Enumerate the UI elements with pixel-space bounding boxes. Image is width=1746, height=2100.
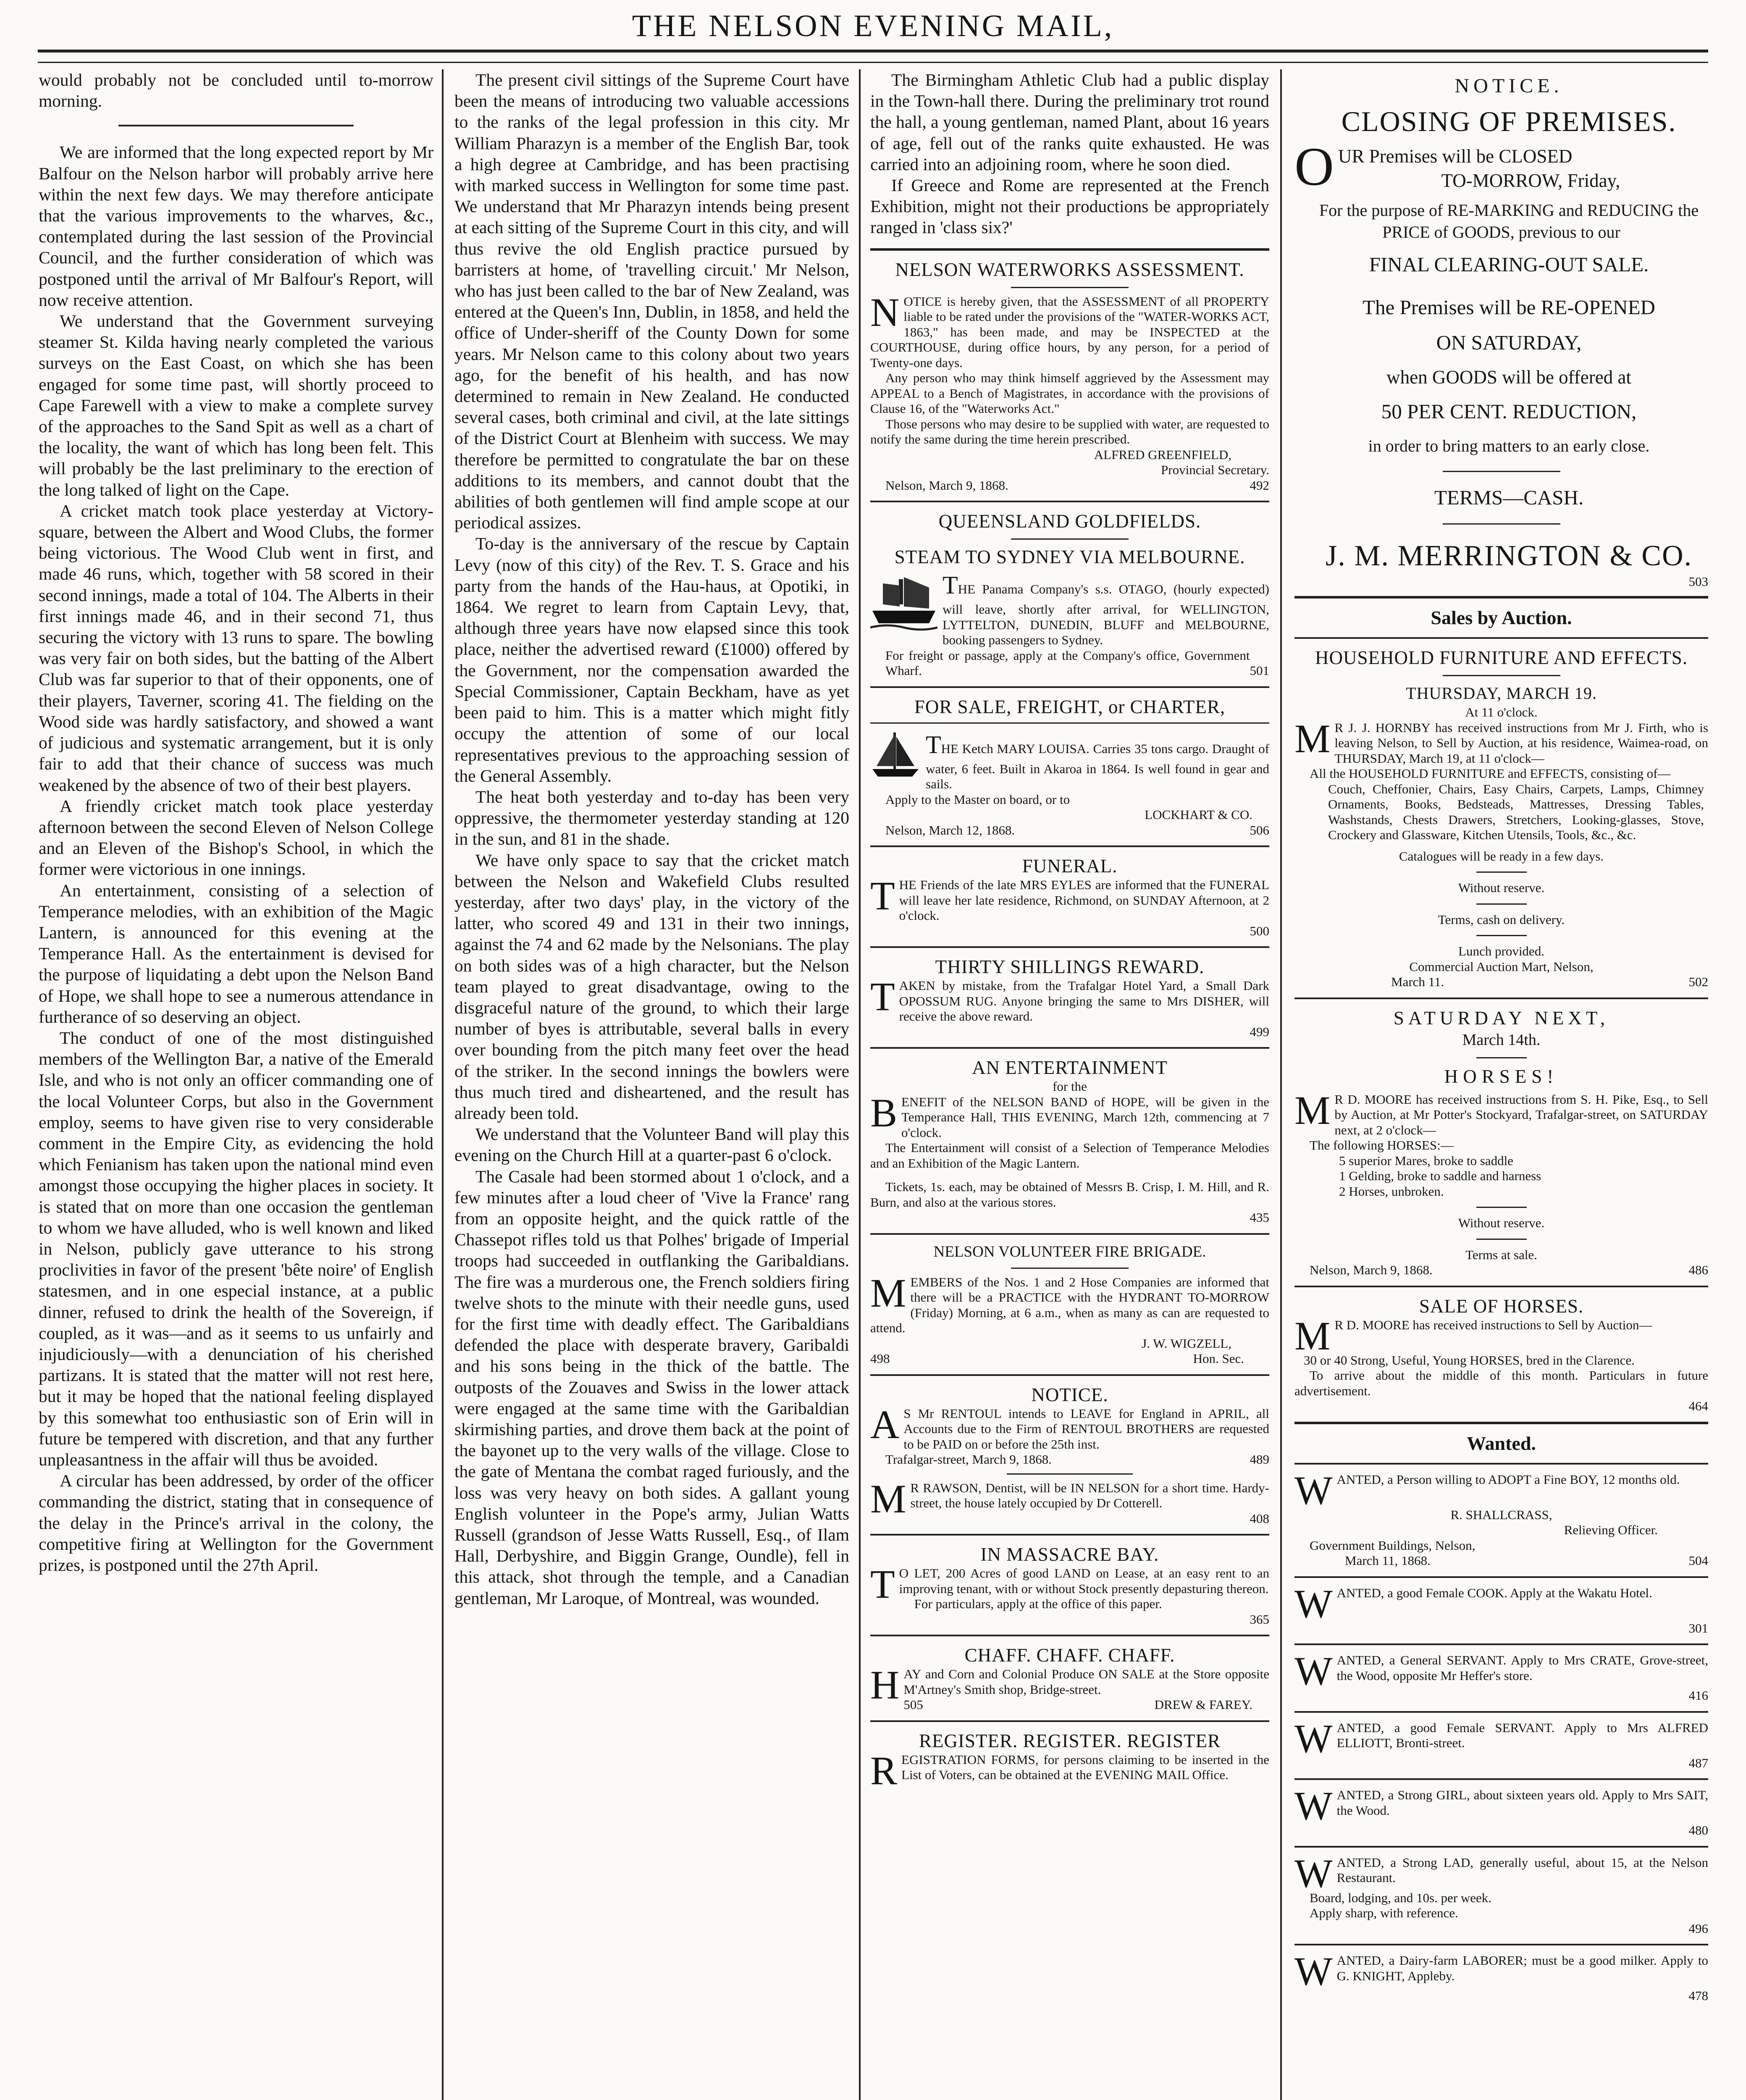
ad-body: HE Friends of the late MRS EYLES are informed that the FUNERAL will leave her late residence, Richmond, on SUNDAY Afternoon, at 2 o'clock. [899, 877, 1269, 923]
drop-cap: M [870, 1476, 906, 1521]
ad-rule [1294, 1422, 1708, 1424]
ad-rule [870, 686, 1269, 688]
ad-sale-of-horses [1294, 1295, 1708, 1414]
ad-line: TO-MORROW, Friday, [1441, 170, 1620, 191]
separator [118, 125, 354, 126]
ad-line: FINAL CLEARING-OUT SALE. [1369, 253, 1649, 276]
ad-number: 506 [1250, 822, 1269, 837]
ad-rule [1294, 998, 1708, 999]
short-rule [1443, 471, 1560, 472]
ad-body: For freight or passage, apply at the Company's office, Government Wharf. [885, 648, 1250, 678]
ad-rule [1294, 596, 1708, 598]
ad-body: R D. MOORE has received instructions from S. H. Pike, Esq., to Sell by Auction, at Mr Potter's Stockyard, Trafalgar-street, on SATURDAY next, at 2 o'clock— [1334, 1092, 1708, 1137]
ad-body: Board, lodging, and 10s. per week. [1310, 1890, 1492, 1905]
ad-number: 499 [1250, 1024, 1269, 1039]
ad-title: THIRTY SHILLINGS REWARD. [935, 956, 1205, 978]
ad-rule [870, 722, 1269, 724]
news-paragraph: A cricket match took place yesterday at Victory-square, between the Albert and Wood Clubs, the former being victorious. The Wood Club went in first, and made 46 runs, which, together with 58 scored in their second innings, made a total of 104. The Alberts in their first innings made 46, and in their second 71, thus securing the victory with 13 runs to spare. The bowling was very fair on both sides, but the batting of the Albert Club was far superior to that of their opponents, one of their players, Taverner, scoring 41. The fielding on the Wood side was hardly satisfactory, and showed a want of judicious and systematic arrangement, but it is only fair to add that their chance of success was much weakened by the absence of two of their best players. [39, 501, 433, 795]
ad-number: 492 [1250, 478, 1269, 493]
ad-date: Nelson, March 9, 1868. [1310, 1263, 1433, 1277]
drop-cap: M [1294, 1087, 1331, 1133]
drop-cap: O [1294, 136, 1334, 197]
ad-number: 496 [1688, 1921, 1708, 1936]
ad-number: 480 [1688, 1823, 1708, 1838]
column-2 [454, 69, 849, 2100]
drop-cap: W [1294, 1716, 1333, 1761]
news-paragraph: A friendly cricket match took place yesterday afternoon between the second Eleven of Nelson College and an Eleven of the Bishop's School, in which the former were victorious in one innings. [39, 796, 433, 879]
drop-cap: M [1294, 1313, 1331, 1358]
ad-date: Nelson, March 12, 1868. [885, 822, 1015, 837]
ad-title: NOTICE. [1031, 1384, 1108, 1405]
ad-line: Commercial Auction Mart, Nelson, [1409, 959, 1594, 974]
ad-title: REGISTER. REGISTER. REGISTER [919, 1730, 1221, 1751]
column-1 [39, 69, 433, 2100]
signature: ALFRED GREENFIELD, [1094, 447, 1231, 462]
ketch-icon [870, 730, 921, 781]
drop-cap: W [1294, 1648, 1333, 1693]
drop-cap: H [870, 1662, 900, 1708]
ad-subtitle: for the [1053, 1079, 1087, 1094]
ad-rule [870, 1047, 1269, 1049]
ad-waterworks [870, 258, 1269, 494]
drop-cap: W [1294, 1783, 1333, 1828]
news-paragraph: The Casale had been stormed about 1 o'clock, and a few minutes after a loud cheer of 'Vive la France' rang from an opposite height, and the quick rattle of the Chassepot rifles told us that Polhes' brigade of Imperial troops had succeeded in outflanking the Garibaldians. The fire was a murderous one, the French soldiers firing twelve shots to the minute with their needle guns, used for the first time with deadly effect. The Garibaldians defended the place with desperate bravery, Garibaldi and his sons being in the thick of the battle. The outposts of the Zouaves and Swiss in the lower attack were engaged at the same time with the Garibaldian skirmishing parties, and drove them back at the point of the bayonet up to the very walls of the village. Close to the gate of Mentana the combat raged furiously, and the loss was very heavy on both sides. A gallant young English volunteer in the Pope's army, Julian Watts Russell (grandson of Jesse Watts Russell, Esq., of Ilam Hall, Derbyshire, and Biggin Grange, Oundle), fell in this attack, shot through the temple, and a Canadian gentleman, Mr Laroque, of Montreal, was wounded. [454, 1166, 849, 1608]
ad-number: 503 [1688, 574, 1708, 589]
news-paragraph: We understand that the Volunteer Band will play this evening on the Church Hill at a quarter-past 6 o'clock. [454, 1124, 849, 1165]
ad-number: 489 [1250, 1452, 1269, 1467]
ad-number: 501 [1250, 663, 1269, 678]
ad-line: Catalogues will be ready in a few days. [1399, 848, 1604, 864]
news-paragraph: We are informed that the long expected report by Mr Balfour on the Nelson harbor will probably arrive here within the next few days. We may therefore anticipate that the various improvements to the wharves, &c., contemplated during the last session of the Provincial Council, and the further consideration of which was postponed until the arrival of Mr Balfour's Report, will now receive attention. [39, 142, 433, 310]
ad-queensland [870, 510, 1269, 679]
ad-rule [1294, 637, 1708, 639]
column-rule [859, 69, 861, 2100]
ad-line: UR Premises will be CLOSED [1338, 146, 1573, 167]
ad-body: EGISTRATION FORMS, for persons claiming to be inserted in the List of Voters, can be obtained at the EVENING MAIL Office. [901, 1752, 1269, 1782]
ad-title: SALE OF HORSES. [1419, 1295, 1584, 1317]
ad-body: O LET, 200 Acres of good LAND on Lease, at an easy rent to an improving tenant, with or without Stock presently depasturing thereon. [899, 1566, 1269, 1596]
ad-body: Apply to the Master on board, or to [885, 792, 1070, 807]
news-paragraph: The heat both yesterday and to-day has been very oppressive, the thermometer yesterday standing at 120 in the sun, and 81 in the shade. [454, 787, 849, 849]
ad-title: CHAFF. CHAFF. CHAFF. [964, 1645, 1175, 1666]
ad-number: 416 [1688, 1688, 1708, 1703]
ad-number: 301 [1688, 1620, 1708, 1635]
drop-cap: W [1294, 1581, 1333, 1626]
ad-list-item: 2 Horses, unbroken. [1339, 1184, 1444, 1199]
ad-title: AN ENTERTAINMENT [972, 1057, 1168, 1079]
ad-date: March 11. [1391, 974, 1444, 989]
ad-body: Tickets, 1s. each, may be obtained of Messrs B. Crisp, I. M. Hill, and R. Burn, and also at the various stores. [870, 1179, 1269, 1210]
news-paragraph: We have only space to say that the cricket match between the Nelson and Wakefield Clubs resulted yesterday, after two days' play, in the victory of the latter, who scored 49 and 131 in their two innings, against the 74 and 62 made by the Nelsonians. The play on both sides was of a high character, but the Nelson team played to great disadvantage, owing to the disgraceful nature of the ground, to which their large number of byes is attributable, several balls in every over bounding from the pitch many feet over the head of the striker. In the second innings the bowlers were thus much tired and disheartened, and the result has already been told. [454, 850, 849, 1123]
ad-rule [870, 1720, 1269, 1722]
drop-cap: W [1294, 1851, 1333, 1896]
ad-rule [870, 1233, 1269, 1235]
short-rule [1476, 1239, 1527, 1240]
ad-chaff [870, 1644, 1269, 1713]
ad-list-item: 1 Gelding, broke to saddle and harness [1339, 1168, 1541, 1183]
ad-body: HE Panama Company's s.s. OTAGO, (hourly expected) will leave, shortly after arrival, for WELLINGTON, LYTTELTON, DUNEDIN, BLUFF and MELBOURNE, booking passengers to Sydney. [943, 582, 1269, 648]
ad-body: AKEN by mistake, from the Trafalgar Hotel Yard, a Small Dark OPOSSUM RUG. Anyone bringing the same to Mrs DISHER, will receive the above reward. [899, 978, 1269, 1024]
ad-date: THURSDAY, MARCH 19. [1406, 684, 1597, 703]
ad-body: ANTED, a Person willing to ADOPT a Fine BOY, 12 months old. [1336, 1472, 1680, 1487]
short-rule [1443, 675, 1560, 676]
ad-fire-brigade [870, 1242, 1269, 1367]
drop-cap: N [870, 289, 900, 335]
ad-title: NOTICE. [1455, 75, 1563, 97]
short-rule [1476, 935, 1527, 936]
news-paragraph: We understand that the Government surveying steamer St. Kilda having nearly completed the various surveys on the East Coast, on which she has been engaged for some time past, will shortly proceed to Cape Farewell with a view to make a complete survey of the approaches to the Sand Spit as well as a chart of the locality, the want of which has long been felt. This will probably be the last preliminary to the erection of the long talked of light on the Cape. [39, 311, 433, 499]
ad-body: AY and Corn and Colonial Produce ON SALE at the Store opposite M'Artney's Smith shop, Bridge-street. [903, 1667, 1269, 1697]
drop-cap: W [1294, 1467, 1333, 1513]
section-wanted [1294, 1432, 1708, 2004]
ad-number: 500 [1250, 923, 1269, 938]
ad-rule [1294, 1286, 1708, 1287]
ad-body: ENEFIT of the NELSON BAND of HOPE, will be given in the Temperance Hall, THIS EVENING, March 12th, commencing at 7 o'clock. [901, 1094, 1269, 1140]
ad-body: ANTED, a good Female SERVANT. Apply to Mrs ALFRED ELLIOTT, Bronti-street. [1336, 1720, 1708, 1750]
ad-list-item: 5 superior Mares, broke to saddle [1339, 1153, 1513, 1168]
ad-date: Nelson, March 9, 1868. [885, 478, 1008, 493]
drop-cap: B [870, 1090, 898, 1135]
ad-title: HORSES! [1444, 1066, 1559, 1087]
ad-number: 504 [1688, 1553, 1708, 1568]
ad-rule [870, 1635, 1269, 1636]
drop-cap: W [1294, 1949, 1333, 1994]
section-heading: Wanted. [1467, 1432, 1536, 1454]
ad-body: ANTED, a General SERVANT. Apply to Mrs CRATE, Grove-street, the Wood, opposite Mr Heffer's store. [1336, 1653, 1708, 1683]
ad-title: HOUSEHOLD FURNITURE AND EFFECTS. [1315, 647, 1688, 668]
ad-number: 408 [1250, 1511, 1269, 1526]
drop-cap: T [870, 1562, 895, 1607]
ad-rule [870, 501, 1269, 502]
ad-body: To arrive about the middle of this month. Particulars in future advertisement. [1294, 1368, 1708, 1398]
column-3 [870, 69, 1269, 2100]
ad-number: 486 [1688, 1263, 1708, 1277]
news-paragraph: To-day is the anniversary of the rescue by Captain Levy (now of this city) of the Rev. T. S. Grace and his party from the hands of the Hau-haus, at Opotiki, in 1864. We regret to learn from Captain Levy, that, although three years have now elapsed since this took place, neither the advertised reward (£1000) offered by the Government, nor the compensation awarded the Special Commissioner, Captain Beckham, have as yet been paid to him. This is a matter which might fitly occupy the attention of some of our local representatives previous to the approaching session of the General Assembly. [454, 534, 849, 785]
short-rule [1476, 872, 1527, 873]
ad-line: in order to bring matters to an early close. [1368, 436, 1650, 455]
ad-massacre-bay [870, 1543, 1269, 1627]
ad-line: Terms at sale. [1465, 1247, 1537, 1262]
ad-body: EMBERS of the Nos. 1 and 2 Hose Companies are informed that there will be a PRACTICE with the HYDRANT TO-MORROW (Friday) Morning, at 6 a.m., when as many as can are requested to attend. [870, 1274, 1269, 1336]
ad-body: The Entertainment will consist of a Selection of Temperance Melodies and an Exhibition of the Magic Lantern. [870, 1140, 1269, 1171]
signature-title: Provincial Secretary. [1161, 462, 1269, 478]
news-paragraph: The present civil sittings of the Supreme Court have been the means of introducing two valuable accessions to the ranks of the legal profession in this city. Mr William Pharazyn is a member of the English Bar, took a high degree at Cambridge, and has been practising with marked success in Wellington for some time past. We understand that Mr Pharazyn intends being present at each sitting of the Supreme Court in this city, and will thus revive the old English practice pursued by barristers at home, of 'travelling circuit.' Mr Nelson, who has just been called to the bar of New Zealand, was entered at the Queen's Inn, Dublin, in 1858, and held the office of Under-sheriff of the County Down for some years. Mr Nelson came to this colony about two years ago, for the benefit of his health, and has now determined to remain in New Zealand. He conducted several cases, both criminal and civil, at the late sittings of the District Court at Blenheim with success. We may therefore be permitted to congratulate the bar on these additions to its members, and cannot doubt that the abilities of both gentlemen will find ample scope at our periodical assizes. [454, 70, 849, 533]
ad-rule [870, 1374, 1269, 1376]
short-rule [1011, 287, 1129, 288]
drop-cap: R [870, 1748, 898, 1793]
drop-cap: M [1294, 716, 1331, 761]
news-paragraph: An entertainment, consisting of a selection of Temperance melodies, with an exhibition of the Magic Lantern, is announced for this evening at the Temperance Hall. As the entertainment is devised for the purpose of liquidating a debt upon the Nelson Band of Hope, we shall hope to see a numerous attendance in furtherance of so deserving an object. [39, 880, 433, 1026]
ad-number: 478 [1688, 1988, 1708, 2003]
steamship-icon [870, 571, 937, 634]
ad-line: ON SATURDAY, [1436, 331, 1582, 354]
ad-title: FOR SALE, FREIGHT, or CHARTER, [914, 696, 1226, 717]
ad-line: 50 PER CENT. REDUCTION, [1381, 400, 1637, 423]
ad-headline: CLOSING OF PREMISES. [1341, 105, 1677, 137]
news-paragraph: The Birmingham Athletic Club had a public display in the Town-hall there. During the preliminary trot round the hall, a young gentleman, named Plant, about 16 years of age, fell out of the ranks quite exhausted. He was carried into an adjoining room, where he soon died. [870, 70, 1269, 174]
drop-cap: M [870, 1270, 906, 1315]
ad-body: ANTED, a Dairy-farm LABORER; must be a good milker. Apply to G. KNIGHT, Appleby. [1336, 1953, 1708, 1983]
ad-title: FUNERAL. [1022, 856, 1118, 877]
drop-cap: A [870, 1402, 900, 1447]
ad-number: 464 [1688, 1399, 1708, 1413]
short-rule [1011, 1268, 1129, 1269]
column-rule [442, 69, 444, 2100]
short-rule [1476, 1057, 1527, 1058]
ad-rule [1294, 1643, 1708, 1645]
ad-number: 498 [870, 1351, 890, 1366]
ad-body: OTICE is hereby given, that the ASSESSMENT of all PROPERTY liable to be rated under the provisions of the "WATER-WORKS ACT, 1863," has been made, and may be INSPECTED at the COURTHOUSE, during office hours, by any person, for a period of Twenty-one days. [870, 294, 1269, 370]
ad-register [870, 1730, 1269, 1793]
ad-body: HE Ketch MARY LOUISA. Carries 35 tons cargo. Draught of water, 6 feet. Built in Akaroa in 1864. Is well found in gear and sails. [926, 741, 1269, 792]
ad-rule [1294, 1463, 1708, 1465]
ad-list: Couch, Cheffonier, Chairs, Easy Chairs, Carpets, Lamps, Chimney Ornaments, Books, Bedsteads, Mattresses, Dressing Tables, Washstands, Chests Drawers, Stretchers, Looking-glasses, Stove, Crockery and Glassware, Kitchen Utensils, Tools, &c., &c. [1328, 781, 1704, 842]
ad-number: 505 [903, 1697, 923, 1712]
ad-date: Trafalgar-street, March 9, 1868. [885, 1452, 1052, 1467]
ad-rule [870, 946, 1269, 948]
column-4 [1294, 69, 1708, 2100]
ad-line: Without reserve. [1458, 880, 1545, 895]
signature: DREW & FAREY. [1154, 1697, 1252, 1712]
ad-subtitle: STEAM TO SYDNEY VIA MELBOURNE. [894, 546, 1245, 568]
short-rule [1476, 903, 1527, 905]
ad-rule [870, 1534, 1269, 1536]
ad-title: QUEENSLAND GOLDFIELDS. [938, 511, 1201, 532]
signature: R. SHALLCRASS, [1450, 1507, 1552, 1522]
news-paragraph: A circular has been addressed, by order of the officer commanding the district, stating that in consequence of the delay in the Prince's arrival in the colony, the competitive firing at Wellington for the Government prizes, is postponed until the 27th April. [39, 1471, 433, 1575]
ad-body: Any person who may think himself aggrieved by the Assessment may APPEAL to a Bench of Magistrates, in accordance with the provisions of Clause 16, of the "Waterworks Act." [870, 370, 1269, 416]
ad-rule [1294, 1778, 1708, 1780]
ad-title: SATURDAY NEXT, [1393, 1007, 1609, 1029]
ad-date: March 11, 1868. [1345, 1553, 1431, 1568]
ad-body: The following HORSES:— [1310, 1138, 1454, 1152]
drop-cap: T [943, 571, 958, 599]
ad-closing-premises [1294, 74, 1708, 588]
ad-number: 365 [1250, 1612, 1269, 1627]
ad-body: ANTED, a good Female COOK. Apply at the Wakatu Hotel. [1336, 1585, 1652, 1600]
ad-line: Terms, cash on delivery. [1438, 912, 1565, 927]
ad-rule [1294, 1846, 1708, 1848]
signature-title: Hon. Sec. [1193, 1351, 1244, 1366]
ad-line: when GOODS will be offered at [1386, 367, 1631, 388]
ad-number: 502 [1688, 974, 1708, 989]
ad-line: The Premises will be RE-OPENED [1363, 296, 1655, 319]
section-heading: Sales by Auction. [1431, 607, 1572, 628]
section-auction [1294, 606, 1708, 990]
masthead-rule [38, 50, 1708, 63]
ad-body: R RAWSON, Dentist, will be IN NELSON for a short time. Hardy-street, the house lately occupied by Dr Cotterell. [910, 1480, 1269, 1511]
news-paragraph: The conduct of one of the most distinguished members of the Wellington Bar, a native of the Emerald Isle, and who is not only an officer commanding one of the local Volunteer Corps, but also in the Government employ, seems to have given rise to very considerable comment in the Empire City, as evidencing the hold which Fenianism has taken upon the national mind even amongst those occupying the higher places in society. It is stated that on more than one occasion the gentleman to whom we have alluded, who is well known and liked in Nelson, publicly gave utterance to his strong proclivities in favor of the present 'bête noire' of English statesmen, and in one especial instance, at a public dinner, refused to drink the health of the Sovereign, if coupled, as it was—and as it seems to us unfairly and injudiciously—with a denunciation of his cherished partizans. It is stated that the matter will not rest here, but it may be hoped that the national feeling displayed by this somewhat too enthusiastic son of Erin will in future be tempered with discretion, and that any further unpleasantness in the affair will thus be avoided. [39, 1028, 433, 1469]
column-rule [1280, 69, 1282, 2100]
ad-body: S Mr RENTOUL intends to LEAVE for England in APRIL, all Accounts due to the Firm of RENTOUL BROTHERS are requested to be PAID on or before the 25th inst. [903, 1406, 1269, 1452]
ad-body: ANTED, a Strong GIRL, about sixteen years old. Apply to Mrs SAIT, the Wood. [1336, 1788, 1708, 1818]
drop-cap: T [870, 974, 895, 1019]
ad-body: For particulars, apply at the office of this paper. [914, 1596, 1162, 1612]
ad-rule [870, 845, 1269, 847]
signature-title: Relieving Officer. [1564, 1522, 1658, 1537]
ad-body: Those persons who may desire to be supplied with water, are requested to notify the same during the time herein prescribed. [870, 416, 1269, 447]
ad-line: TERMS—CASH. [1434, 486, 1584, 509]
ad-title: IN MASSACRE BAY. [980, 1544, 1159, 1565]
ad-body: 30 or 40 Strong, Useful, Young HORSES, bred in the Clarence. [1304, 1352, 1635, 1368]
ad-rule [1294, 1944, 1708, 1945]
ad-rule [1294, 1576, 1708, 1578]
ad-reward [870, 956, 1269, 1040]
ad-body: Apply sharp, with reference. [1310, 1906, 1458, 1920]
short-rule [1476, 1207, 1527, 1208]
ad-line: Without reserve. [1458, 1215, 1545, 1230]
ad-address: Government Buildings, Nelson, [1310, 1538, 1476, 1553]
ad-body: All the HOUSEHOLD FURNITURE and EFFECTS, consisting of— [1310, 766, 1671, 781]
short-rule [1443, 523, 1560, 525]
firm-name: J. M. MERRINGTON & CO. [1325, 540, 1693, 572]
ad-date: March 14th. [1462, 1031, 1541, 1049]
ad-line: Lunch provided. [1458, 944, 1544, 958]
ad-rule [870, 248, 1269, 251]
ad-title: NELSON VOLUNTEER FIRE BRIGADE. [933, 1243, 1206, 1260]
ad-notice [870, 1383, 1269, 1527]
ad-horses [1294, 1007, 1708, 1278]
ad-rule [1294, 1711, 1708, 1713]
ad-title: NELSON WATERWORKS ASSESSMENT. [895, 259, 1245, 280]
short-rule [1011, 538, 1129, 540]
drop-cap: T [870, 873, 895, 919]
short-rule [1007, 1473, 1133, 1475]
ad-number: 435 [1250, 1210, 1269, 1225]
ad-line: For the purpose of RE-MARKING and REDUCING the PRICE of GOODS, previous to our [1319, 201, 1699, 242]
news-paragraph: would probably not be concluded until to-morrow morning. [39, 70, 433, 111]
news-paragraph: If Greece and Rome are represented at the French Exhibition, might not their productions be appropriately ranged in 'class six?' [870, 176, 1269, 237]
ad-time: At 11 o'clock. [1465, 705, 1538, 719]
drop-cap: T [926, 730, 941, 759]
ad-for-sale [870, 696, 1269, 838]
masthead: THE NELSON EVENING MAIL, [632, 9, 1114, 43]
ad-body: R J. J. HORNBY has received instructions from Mr J. Firth, who is leaving Nelson, to Sell by Auction, at his residence, Waimea-road, on THURSDAY, March 19, at 11 o'clock— [1334, 720, 1708, 766]
signature: J. W. WIGZELL, [1142, 1336, 1231, 1351]
signature: LOCKHART & CO. [1145, 807, 1252, 822]
ad-funeral [870, 855, 1269, 939]
ad-number: 487 [1688, 1755, 1708, 1770]
ad-entertainment [870, 1056, 1269, 1226]
ad-body: ANTED, a Strong LAD, generally useful, about 15, at the Nelson Restaurant. [1336, 1855, 1708, 1885]
ad-body: R D. MOORE has received instructions to Sell by Auction— [1334, 1317, 1652, 1332]
